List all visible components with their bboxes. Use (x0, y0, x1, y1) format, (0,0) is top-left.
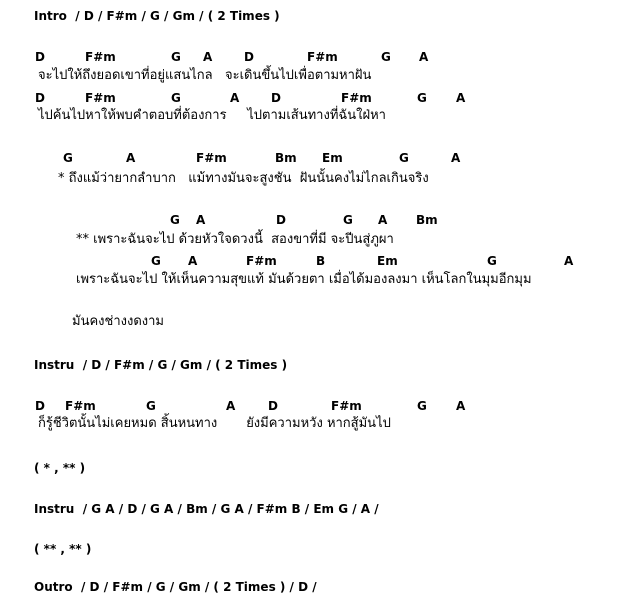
chord: G (417, 399, 427, 413)
repeat-line-1: ( * , ** ) (34, 461, 86, 475)
lyric-line: ** เพราะฉันจะไป ด้วยหัวใจดวงนี้ สองขาที่มี จะปีนสู่ภูผา (76, 232, 394, 247)
chord: A (126, 151, 136, 165)
chord: A (451, 151, 461, 165)
chord: A (188, 254, 198, 268)
chord: F#m (341, 91, 372, 105)
chord: F#m (246, 254, 277, 268)
chord: A (456, 399, 466, 413)
outro-line: Outro / D / F#m / G / Gm / ( 2 Times ) / D / (34, 580, 317, 594)
lyric-line: ก็รู้ชีวิตนั้นไม่เคยหมด สิ้นหนทาง ยังมีความหวัง หากสู้มันไป (38, 416, 391, 431)
chord: A (203, 50, 213, 64)
chord: G (171, 91, 181, 105)
chord: D (244, 50, 254, 64)
lyric-line: ไปค้นไปหาให้พบคำตอบที่ต้องการ ไปตามเส้นทางที่ฉันใฝ่หา (38, 108, 386, 123)
chord: G (63, 151, 73, 165)
chord: A (456, 91, 466, 105)
intro-line: Intro / D / F#m / G / Gm / ( 2 Times ) (34, 9, 280, 23)
chord: G (381, 50, 391, 64)
chord: F#m (65, 399, 96, 413)
chord: G (399, 151, 409, 165)
instru-line-1: Instru / D / F#m / G / Gm / ( 2 Times ) (34, 358, 288, 372)
chord: A (378, 213, 388, 227)
chord: Em (322, 151, 343, 165)
chord: G (343, 213, 353, 227)
chord: G (487, 254, 497, 268)
chord: G (146, 399, 156, 413)
lyric-line: เพราะฉันจะไป ให้เห็นความสุขแท้ มันด้วยตา เมื่อได้มองลงมา เห็นโลกในมุมอีกมุม (76, 272, 532, 287)
repeat-line-2: ( ** , ** ) (34, 542, 92, 556)
chord: F#m (331, 399, 362, 413)
chord: D (35, 91, 45, 105)
chord: D (35, 399, 45, 413)
lyric-line: มันคงช่างงดงาม (72, 314, 164, 329)
lyric-line: * ถึงแม้ว่ายากลำบาก แม้ทางมันจะสูงชัน ฝันนั้นคงไม่ไกลเกินจริง (58, 171, 429, 186)
chord: Bm (416, 213, 438, 227)
chord: B (316, 254, 326, 268)
lyric-line: จะไปให้ถึงยอดเขาที่อยู่แสนไกล จะเดินขึ้นไปเพื่อตามหาฝัน (38, 68, 372, 83)
chord: D (35, 50, 45, 64)
chord: D (271, 91, 281, 105)
chord: G (171, 50, 181, 64)
chord: F#m (196, 151, 227, 165)
chord: A (226, 399, 236, 413)
chord: G (170, 213, 180, 227)
chord: G (417, 91, 427, 105)
chord: A (564, 254, 574, 268)
instru-line-2: Instru / G A / D / G A / Bm / G A / F#m B / Em G / A / (34, 502, 379, 516)
chord: Bm (275, 151, 297, 165)
chord: A (230, 91, 240, 105)
chord: A (196, 213, 206, 227)
chord: F#m (85, 50, 116, 64)
chord: D (276, 213, 286, 227)
chord: Em (377, 254, 398, 268)
chord: D (268, 399, 278, 413)
chord: G (151, 254, 161, 268)
chord: F#m (307, 50, 338, 64)
chord: F#m (85, 91, 116, 105)
chord: A (419, 50, 429, 64)
